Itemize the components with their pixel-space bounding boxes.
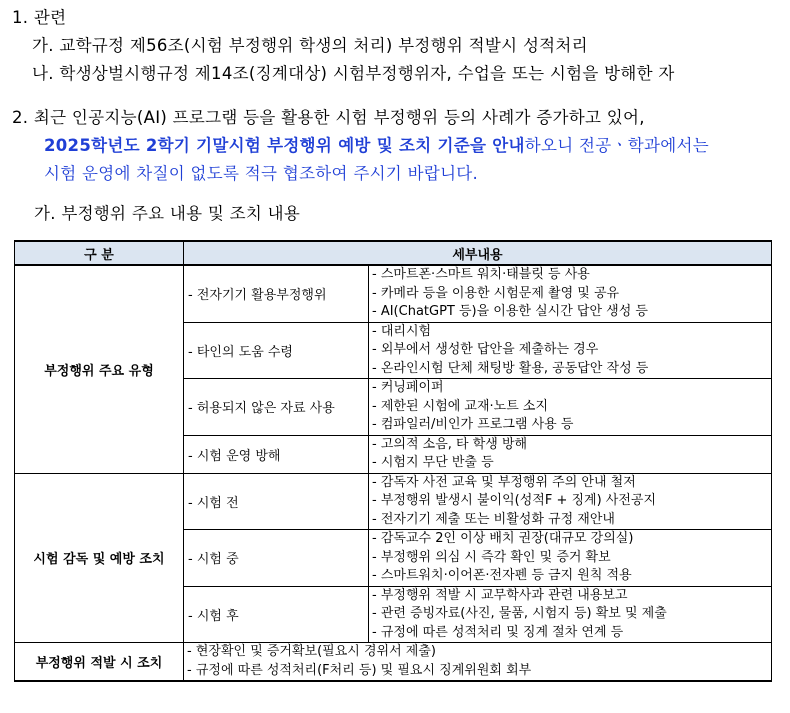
detail-line: - 감독교수 2인 이상 배치 권장(대규모 강의실) [372,531,634,546]
detail-line: - 전자기기 제출 또는 비활성화 규정 재안내 [372,511,615,527]
item-2-emphasis: 2025학년도 2학기 기말시험 부정행위 예방 및 조치 기준을 안내 [44,136,525,155]
detail-line: - 카메라 등을 이용한 시험문제 촬영 및 공유 [372,285,620,301]
subcategory-cell: - 시험 전 [184,473,369,530]
detail-line: - 현장확인 및 증거확보(필요시 경위서 제출) [187,644,436,659]
detail-line: - AI(ChatGPT 등)을 이용한 실시간 답안 생성 등 [372,304,648,319]
details-cell [369,379,772,436]
subcategory-cell: - 시험 후 [184,586,369,643]
details-cell [184,643,772,682]
details-cell [369,435,772,473]
detail-line: - 외부에서 생성한 답안을 제출하는 경우 [372,342,599,357]
header-details: 세부내용 [184,241,772,265]
item-2-line2 [44,132,709,156]
details-cell [369,530,772,587]
detail-line: - 제한된 시험에 교재·노트 소지 [372,398,549,414]
detail-line: - 부정행위 적발 시 교무학사과 관련 내용보고 [372,587,628,603]
category-cell: 부정행위 주요 유형 [15,265,184,473]
measures-table [14,240,772,682]
detail-line: - 스마트폰·스마트 워치·태블릿 등 사용 [372,267,590,282]
item-1-heading: 1. 관련 [12,8,67,27]
detail-line: - 규정에 따른 성적처리(F처리 등) 및 필요시 징계위원회 회부 [187,662,532,678]
item-2-line3: 시험 운영에 차질이 없도록 적극 협조하여 주시기 바랍니다. [44,164,479,183]
detail-line: - 규정에 따른 성적처리 및 징계 절차 연계 등 [372,624,624,640]
detail-line: - 커닝페이퍼 [372,380,444,395]
detail-line: - 대리시험 [372,323,432,339]
item-2-line1: 2. 최근 인공지능(AI) 프로그램 등을 활용한 시험 부정행위 등의 사례가 증가하고 있어, [12,108,645,127]
detail-line: - 고의적 소음, 타 학생 방해 [372,436,528,452]
detail-line: - 시험지 무단 반출 등 [372,455,494,470]
table-row [15,265,772,322]
subcategory-cell: - 허용되지 않은 자료 사용 [184,379,369,436]
details-cell [369,473,772,530]
item-1-na: 나. 학생상벌시행규정 제14조(징계대상) 시험부정행위자, 수업을 또는 시험을 방해한 자 [32,64,675,83]
section-title: 가. 부정행위 주요 내용 및 조치 내용 [34,204,301,223]
item-2-line2-rest: 하오니 전공ㆍ학과에서는 [524,136,709,155]
table-row [15,473,772,530]
detail-line: - 온라인시험 단체 채팅방 활용, 공동답안 작성 등 [372,360,649,376]
subcategory-cell: - 타인의 도움 수령 [184,322,369,379]
table-row [15,643,772,682]
detail-line: - 스마트워치·이어폰·전자펜 등 금지 원칙 적용 [372,568,632,583]
subcategory-cell: - 전자기기 활용부정행위 [184,265,369,322]
detail-line: - 부정행위 발생시 불이익(성적F + 징계) 사전공지 [372,493,657,508]
detail-line: - 감독자 사전 교육 및 부정행위 주의 안내 철저 [372,474,636,490]
item-1-ga: 가. 교학규정 제56조(시험 부정행위 학생의 처리) 부정행위 적발시 성적처리 [32,36,588,55]
subcategory-cell: - 시험 중 [184,530,369,587]
header-category: 구 분 [15,241,184,265]
detail-line: - 부정행위 의심 시 즉각 확인 및 증거 확보 [372,549,611,565]
detail-line: - 관련 증빙자료(사진, 물품, 시험지 등) 확보 및 제출 [372,606,667,621]
details-cell [369,265,772,322]
detail-line: - 컴파일러/비인가 프로그램 사용 등 [372,417,574,432]
subcategory-cell: - 시험 운영 방해 [184,435,369,473]
category-cell: 부정행위 적발 시 조치 [15,643,184,682]
details-cell [369,322,772,379]
category-cell: 시험 감독 및 예방 조치 [15,473,184,643]
details-cell [369,586,772,643]
